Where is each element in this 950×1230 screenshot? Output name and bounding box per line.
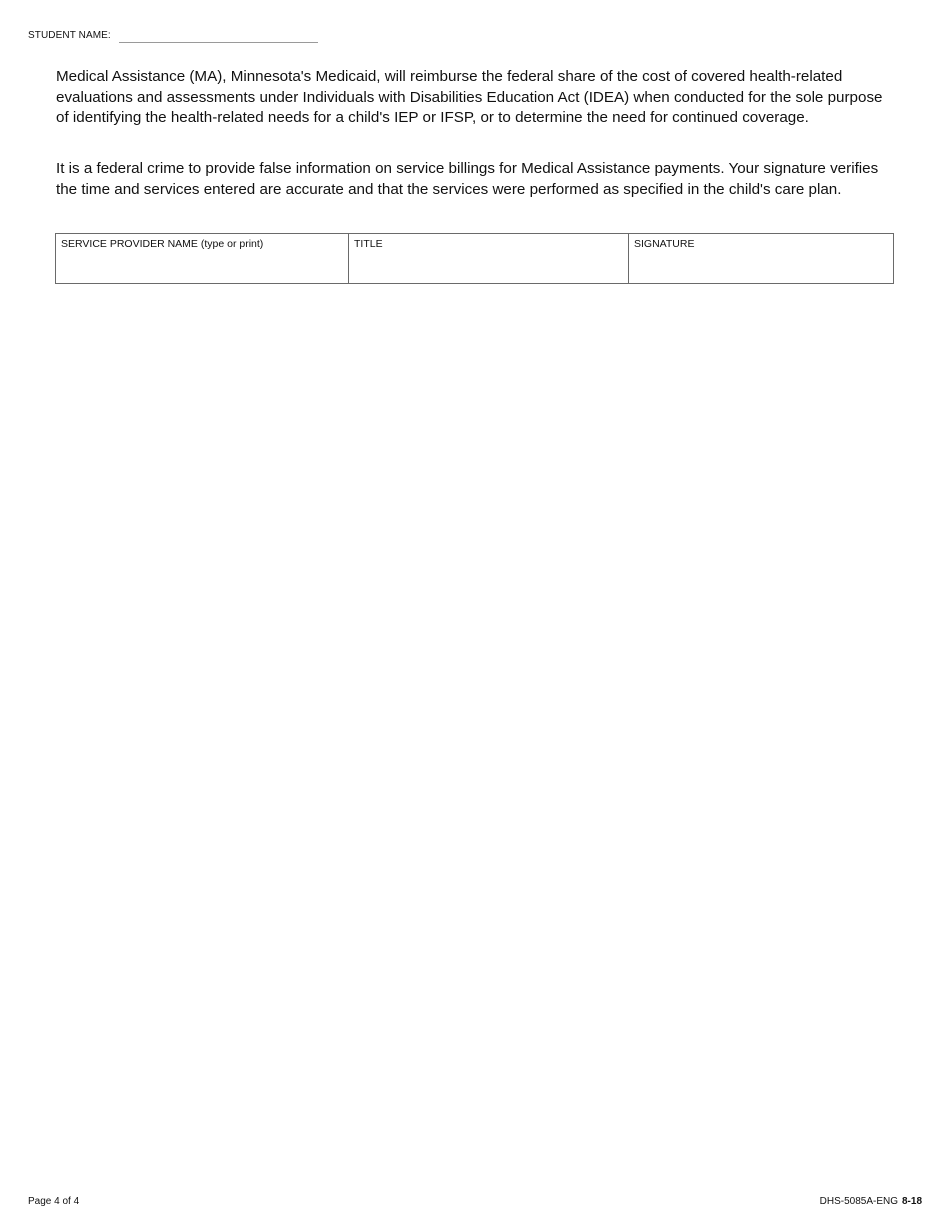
signature-label: SIGNATURE xyxy=(634,238,695,250)
medical-assistance-paragraph: Medical Assistance (MA), Minnesota's Medicaid, will reimburse the federal share of the cost of covered health-related evaluations and assessments under Individuals with Disabilities Education Act (IDEA) when conducted for the sole purpose of identifying the health-related needs for a child's IEP or IFSP, or to determine the need for continued coverage. xyxy=(56,68,883,126)
page-number: Page 4 of 4 xyxy=(28,1196,80,1207)
form-id-footer xyxy=(820,1195,922,1208)
form-revision: 8-18 xyxy=(901,1196,922,1207)
signature-cell xyxy=(629,234,893,283)
provider-name-cell xyxy=(56,234,349,283)
form-id: DHS-5085A-ENG xyxy=(819,1196,898,1207)
signature-field[interactable] xyxy=(633,260,889,280)
student-name-field[interactable] xyxy=(119,28,318,43)
title-cell xyxy=(349,234,629,283)
provider-name-label: SERVICE PROVIDER NAME (type or print) xyxy=(61,238,264,250)
student-name-label: STUDENT NAME: xyxy=(28,30,111,41)
title-field[interactable] xyxy=(353,260,624,280)
provider-name-field[interactable] xyxy=(60,260,344,280)
student-name-row xyxy=(28,28,318,43)
title-label: TITLE xyxy=(354,238,383,250)
federal-crime-notice-paragraph: It is a federal crime to provide false information on service billings for Medical Assistance payments. Your signature verifies the time and services entered are accurate and that the services were performed as specified in the child's care plan. xyxy=(56,160,879,198)
signature-table xyxy=(55,233,894,284)
